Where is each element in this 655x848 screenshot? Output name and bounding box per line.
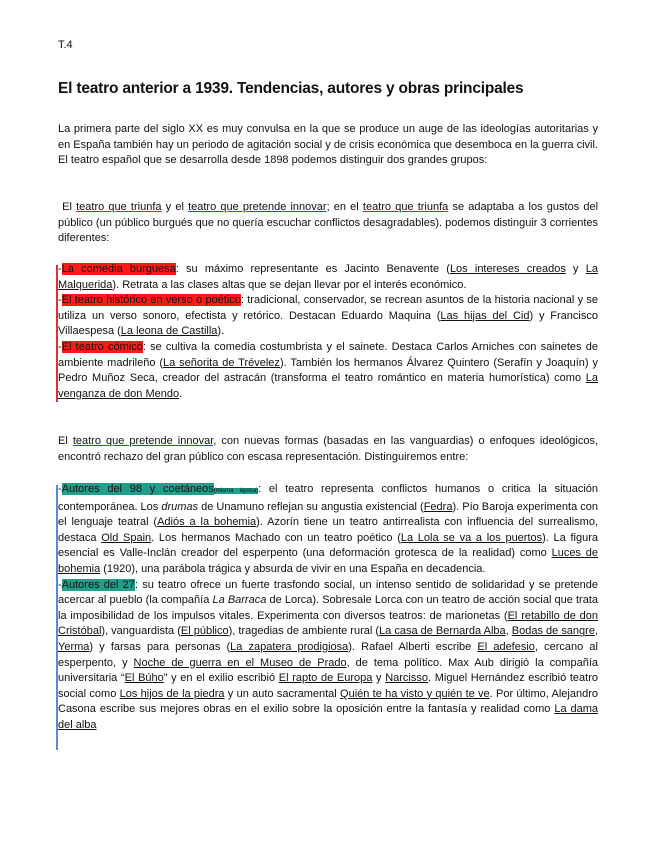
work-title: Yerma [58,640,90,653]
text-run: ). Rafael Alberti escribe [348,640,478,653]
text-run: : su máximo representante es Jacinto Benavente ( [175,263,450,275]
work-title: Las hijas del Cid [440,309,530,322]
autores-27-label: Autores del 27 [61,578,135,591]
text-run: : su teatro ofrece un fuerte trasfondo social, un intenso sentido de solidaridad y se pretende acercar al pueblo (la compañía [58,578,599,607]
teatro-innovar-link: teatro que pretende innovar [188,201,327,213]
text-run: ” y en el exilio escribió [163,672,279,685]
text-run: y [372,672,386,685]
work-title: La señorita de Trévelez [163,356,280,369]
work-title: El rapto de Europa [278,672,373,685]
comedia-burguesa-label: La comedia burguesa [61,263,176,275]
text-run: (1920), una parábola trágica y absurda de vivir en una España en decadencia. [100,562,486,575]
text-run: y el [161,201,189,213]
groups-paragraph [58,200,598,247]
text-run: ). También los hermanos Álvarez Quintero (Serafín y Joaquín) y Pedro Muñoz Seca, creador del astracán (transforma el teatro romántico en materia humorística) como [58,356,598,385]
text-run: de Unamuno reflejan su angustia existencial ( [198,500,424,513]
work-title: La dama del alba [58,703,598,731]
work-title: Los hijos de la piedra [119,687,225,700]
emphasis: drumas [161,500,199,513]
work-title: La leona de Castilla [120,325,218,338]
teatro-comico-item [58,340,598,402]
teatro-historico-item [58,293,598,340]
teatro-triunfa-link: teatro que triunfa [76,201,162,213]
text-run: , cercano al esperpento, y [58,640,598,669]
text-run: y un auto sacramental [224,687,341,700]
autores-98-note: (misma época) [213,488,259,494]
text-run: ), tragedias de ambiente rural ( [228,625,380,638]
document-title: El teatro anterior a 1939. Tendencias, autores y obras principales [58,80,524,97]
work-title: La Malquerida [58,263,598,291]
text-run: : el teatro representa conflictos humanos o critica la situación contemporánea. Los [58,483,599,513]
autores-98-label: Autores del 98 y coetáneos [61,483,214,495]
work-title: El retabillo de don Cristóbal [58,609,598,638]
work-title: Noche de guerra en el Museo de Prado [133,656,347,669]
text-run: ). Retrata a las clases altas que se dejan llevar por el interés económico. [112,278,467,291]
dash: - [58,294,62,307]
autores-98-item [58,482,598,578]
teatro-historico-label: El teatro histórico en verso o poético [61,294,241,307]
autores-27-item [58,578,598,734]
text-run: , con nuevas formas (basadas en las vanguardias) o enfoques ideológicos, encontró rechazo del gran público con escasa representación. Distinguiremos entre: [58,435,598,463]
work-title: La casa de Bernarda Alba [379,625,506,638]
intro-paragraph: La primera parte del siglo XX es muy convulsa en la que se produce un auge de las ideologías autoritarias y en España también hay un periodo de agitación social y de crisis económica que desemboca en la guerra civil. El teatro español que se desarrolla desde 1898 podemos distinguir dos grandes grupos: [58,123,598,167]
text-run: . [179,387,183,400]
text-run: : se cultiva la comedia costumbrista y el sainete. Destaca Carlos Arniches con sainetes de ambiente madrileño ( [58,340,598,369]
work-title: La venganza de don Mendo [58,372,598,400]
work-title: Quién te ha visto y quién te ve [340,687,490,700]
text-run: El [58,435,73,447]
work-title: Luces de bohemia [58,547,598,575]
dash: - [58,578,62,591]
text-run: se adaptaba a los gustos del público (un público burgués que no quería escuchar conflictos desagradables). podemos distinguir 3 corrientes diferentes: [58,201,599,245]
comedia-burguesa-item [58,262,598,293]
corrientes-list [58,262,598,402]
text-run: . Los hermanos Machado con un teatro poético ( [151,531,401,544]
teatro-comico-label: El teatro cómico [61,340,143,353]
dash: - [58,263,62,275]
text-run: , [505,625,512,638]
text-run: ). La figura esencial es Valle-Inclán creador del esperpento (una deformación grotesca de la realidad) como [58,531,598,560]
work-title: La Lola se va a los puertos [400,531,543,544]
work-title: Bodas de sangre [511,625,595,638]
text-run: El [62,201,77,213]
teatro-triunfa-link-2: teatro que triunfa [362,201,449,213]
text-run: ) y Francisco Villaespesa ( [58,309,598,338]
work-title: Fedra [423,500,453,513]
text-run: , [594,625,599,638]
work-title: Old Spain [101,531,152,544]
topic-number: T.4 [58,39,73,51]
text-run: ; en el [326,201,363,213]
work-title: El Búho [124,672,164,685]
work-title: La zapatera prodigiosa [230,640,349,653]
teatro-innovar-link-2: teatro que pretende innovar [72,435,214,447]
innovadores-list [58,482,598,734]
text-run: . Por último, Alejandro Casona escribe sus mejores obras en el exilio sobre la oposición entre la fantasía y realidad como [58,687,598,716]
text-run: ). Pío Baroja experimenta con el lenguaje teatral ( [58,500,598,529]
work-title: Adiós a la bohemia [157,516,257,529]
text-run: ) y farsas para personas ( [89,640,231,653]
dash: - [58,483,62,495]
work-title: El adefesio [477,640,535,653]
text-run: . Miguel Hernández escribió teatro social como [58,672,598,700]
text-run: de Lorca). Sobresale Lorca con un teatro de acción social que trata la imposibilidad de los impulsos vitales. Experimenta con diversos teatros: de marionetas ( [58,594,599,622]
work-title: Los intereses creados [449,263,566,275]
work-title: Narcisso [385,672,428,685]
text-run: ). [217,325,225,338]
text-run: y [565,263,586,275]
text-run: , de tema político. Max Aub dirigió la compañía universitaria “ [58,656,598,685]
text-run: : tradicional, conservador, se recrean asuntos de la historia nacional y se utiliza un verso sonoro, efectista y retórico. Destacan Eduardo Maquina ( [58,294,598,322]
innovar-paragraph [58,434,598,465]
work-title: El público [180,625,229,638]
emphasis: La Barraca [212,594,267,607]
text-run: ), vanguardista ( [101,625,181,638]
text-run: ). Azorín tiene un teatro antirrealista con influencia del surrealismo, destaca [58,516,598,544]
dash: - [58,340,62,353]
